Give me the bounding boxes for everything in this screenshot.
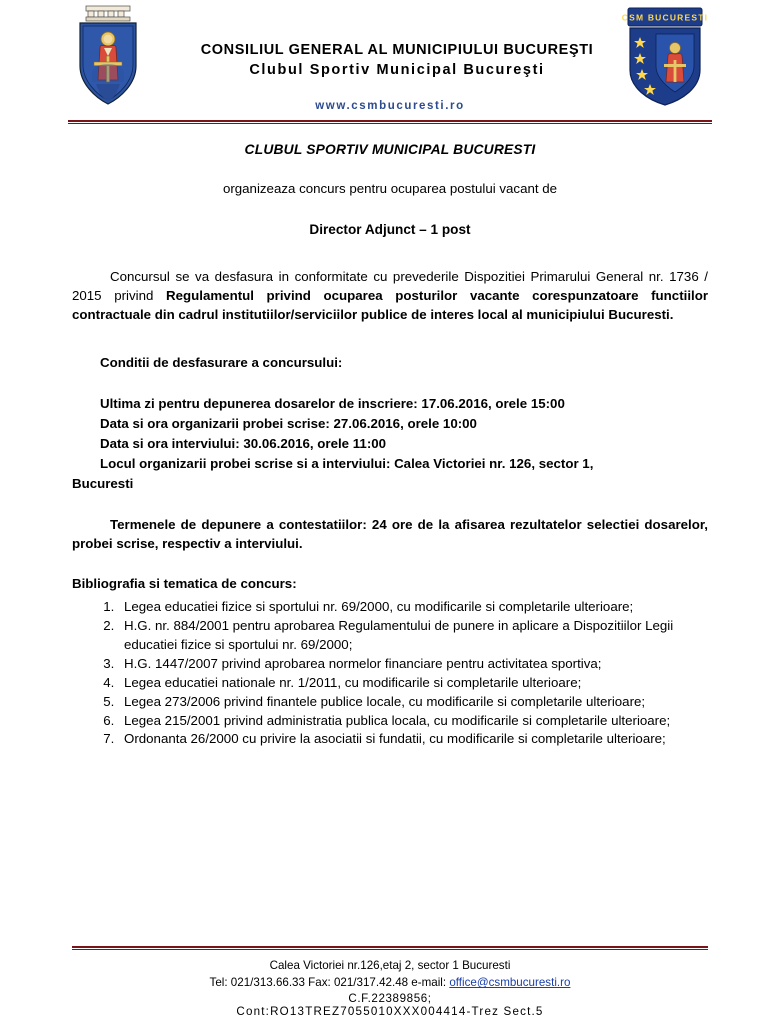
header-titles [72, 8, 708, 78]
institution-name-line2: Clubul Sportiv Municipal Bucureşti [249, 62, 545, 78]
footer-contact-label: Tel: 021/313.66.33 Fax: 021/317.42.48 e-mail: [209, 976, 450, 990]
list-item: 2. H.G. nr. 884/2001 pentru aprobarea Regulamentului de punere in aplicare a Dispozitiilor Legii educatiei fizice si sportului nr. 69/2000; [118, 617, 708, 655]
condition-item: Data si ora organizarii probei scrise: 27.06.2016, orele 10:00 [100, 416, 477, 432]
list-item: 5. Legea 273/2006 privind finantele publice locale, cu modificarile si completarile ulterioare; [118, 693, 708, 712]
condition-item: Data si ora interviului: 30.06.2016, orele 11:00 [100, 436, 387, 451]
header-divider [68, 120, 712, 124]
organization-title: CLUBUL SPORTIV MUNICIPAL BUCURESTI [244, 142, 536, 157]
bibliography-list [72, 598, 708, 749]
contestation-term-paragraph: Termenele de depunere a contestatiilor: 24 ore de la afisarea rezultatelor selectiei dosarelor, probei scrise, respectiv a interviului. [72, 516, 708, 551]
document-header [72, 0, 708, 118]
footer-email-link[interactable]: office@csmbucuresti.ro [449, 976, 571, 990]
regulation-text-bold: Regulamentul privind ocuparea posturilor vacante corespunzatoare functiilor contractuale din cadrul institutiilor/serviciilor publice de interes local al municipiului Bucuresti. [72, 287, 709, 322]
conditions-heading: Conditii de desfasurare a concursului: [100, 355, 343, 371]
bucharest-coat-of-arms-icon [72, 4, 144, 108]
document-footer [72, 946, 708, 1018]
list-item: 3. H.G. 1447/2007 privind aprobarea normelor financiare pentru activitatea sportiva; [118, 655, 708, 674]
document-content [72, 118, 708, 749]
list-item: 1. Legea educatiei fizice si sportului nr. 69/2000, cu modificarile si completarile ulterioare; [118, 598, 708, 617]
bibliography-heading: Bibliografia si tematica de concurs: [72, 576, 297, 592]
footer-divider [72, 946, 708, 950]
list-item: 4. Legea educatiei nationale nr. 1/2011, cu modificarile si completarile ulterioare; [118, 674, 708, 693]
list-item: 6. Legea 215/2001 privind administratia publica locala, cu modificarile si completarile ulterioare; [118, 712, 708, 731]
conditions-list [72, 395, 708, 474]
regulation-paragraph [72, 268, 708, 325]
svg-text:CSM BUCURESTI: CSM BUCURESTI [622, 12, 708, 23]
condition-item: Ultima zi pentru depunerea dosarelor de inscriere: 17.06.2016, orele 15:00 [100, 396, 565, 412]
regulation-text-normal: Concursul se va desfasura in conformitate cu prevederile Dispozitiei Primarului General nr. 1736 / 2015 privind [72, 268, 708, 303]
footer-bank-account: Cont:RO13TREZ7055010XXX004414-Trez Sect.5 [236, 1005, 544, 1018]
condition-location: Locul organizarii probei scrise si a interviului: Calea Victoriei nr. 126, sector 1, [100, 455, 594, 471]
post-title: Director Adjunct – 1 post [309, 222, 471, 238]
condition-location-wrap: Bucuresti [72, 475, 134, 491]
footer-fiscal-code: C.F.22389856; [348, 992, 432, 1005]
list-item: 7. Ordonanta 26/2000 cu privire la asociatii si fundatii, cu modificarile si completarile ulterioare; [118, 730, 708, 749]
csm-bucuresti-crest-icon [622, 4, 708, 108]
footer-address: Calea Victoriei nr.126,etaj 2, sector 1 Bucuresti [269, 959, 511, 973]
website-url[interactable]: www.csmbucuresti.ro [315, 100, 465, 112]
institution-name-line1: CONSILIUL GENERAL AL MUNICIPIULUI BUCUREŞTI [200, 42, 594, 58]
footer-contact [72, 975, 708, 992]
announcement-subtitle: organizeaza concurs pentru ocuparea postului vacant de [222, 180, 558, 196]
